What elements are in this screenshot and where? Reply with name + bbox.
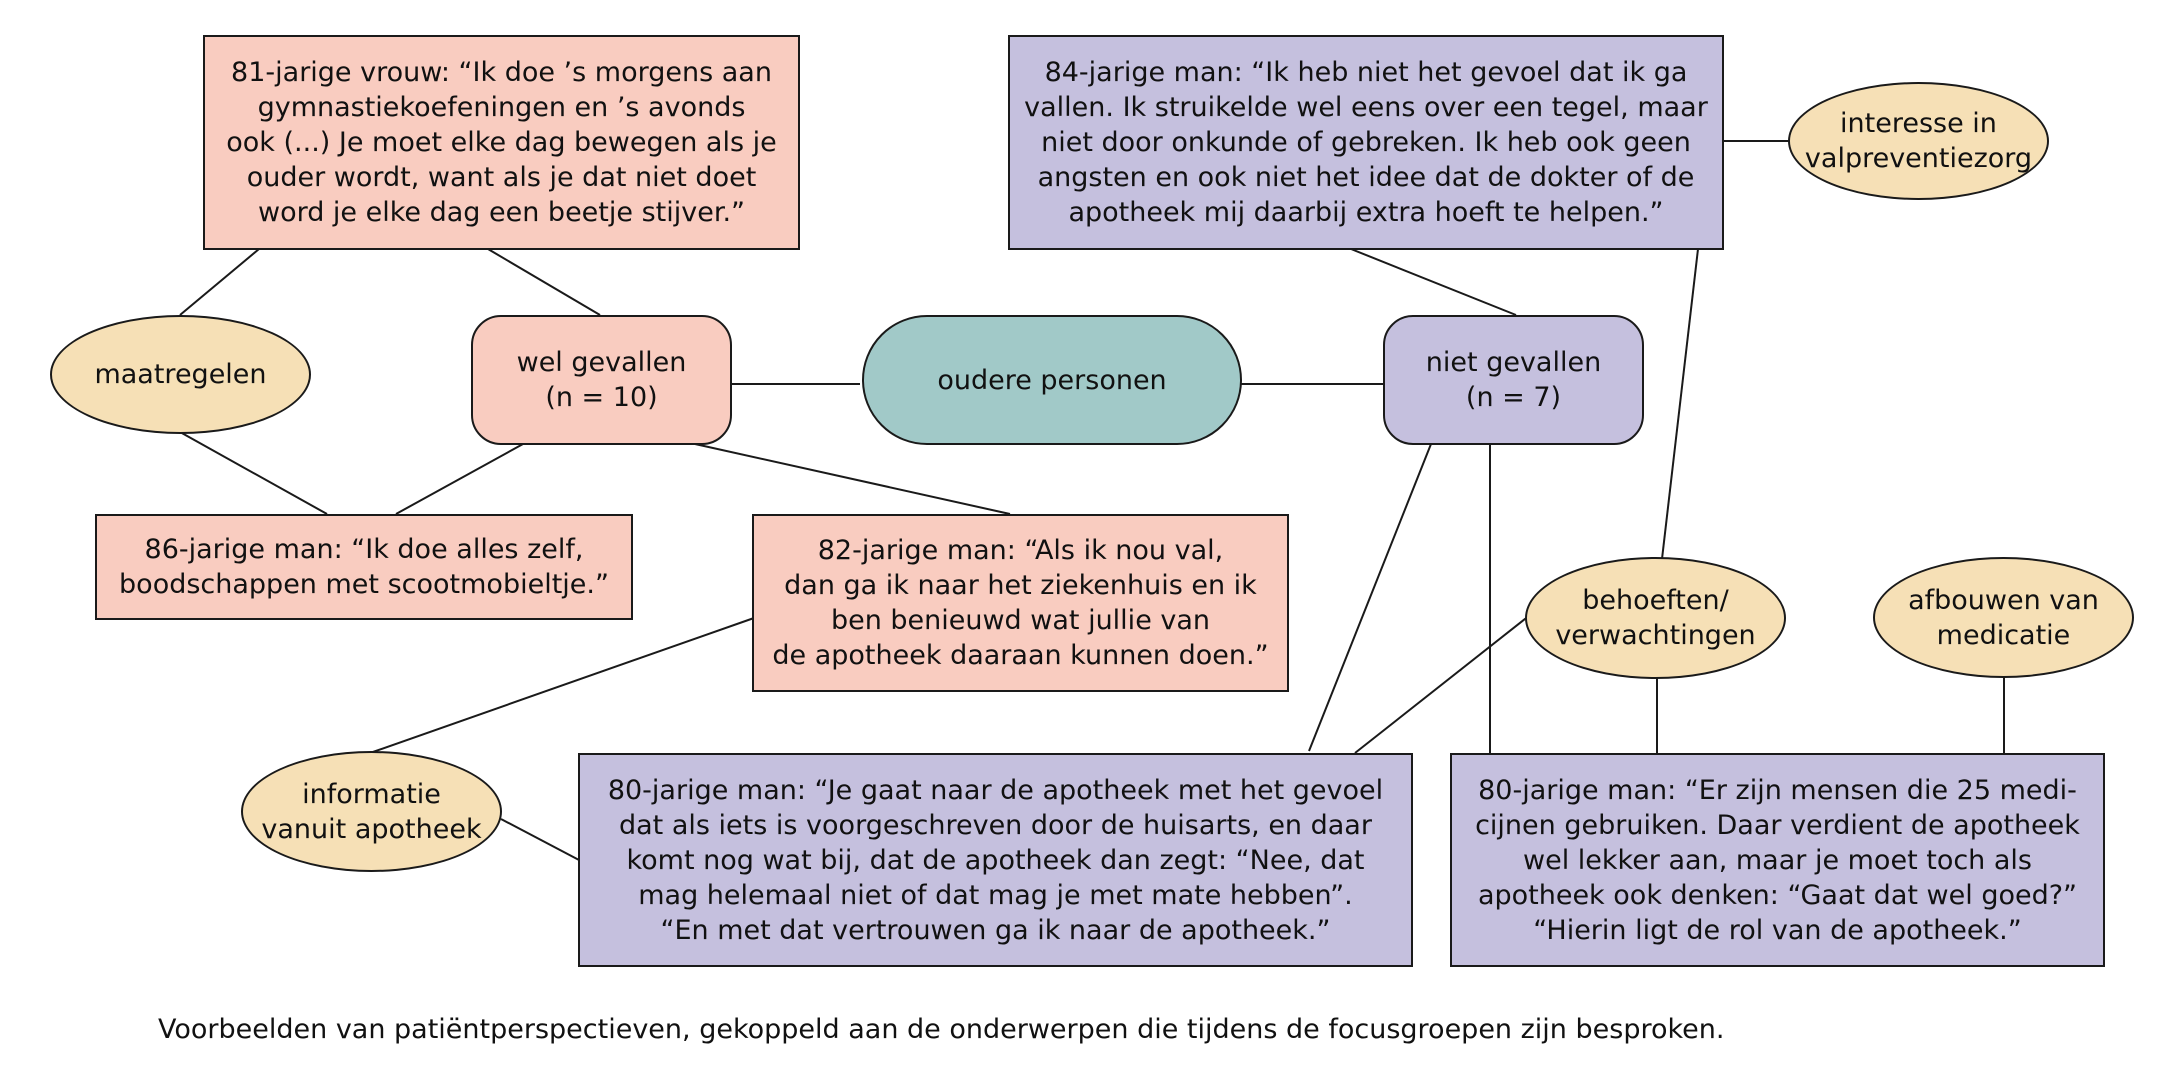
link-quote84-needs <box>1662 249 1698 559</box>
quote-box-84-man <box>1008 35 1724 250</box>
center-node-older-persons <box>862 315 1242 445</box>
group-node-fallen-label: wel gevallen (n = 10) <box>516 347 687 413</box>
link-quote81-fallen <box>488 249 600 315</box>
link-fallen-quote82 <box>695 444 1010 514</box>
quote-86-man-text: 86-jarige man: “Ik doe alles zelf, boodschappen met scootmobieltje.” <box>119 534 609 600</box>
quote-80-man-a-text: 80-jarige man: “Je gaat naar de apotheek met het gevoel dat als iets is voorgeschreven door de huisarts, en daar komt nog wat bij, dat de apotheek dan zegt: “Nee, dat mag helemaal niet of dat mag je met mate hebben”. “En met dat vertrouwen ga ik naar de apotheek.” <box>607 774 1384 946</box>
topic-ellipse-deprescribing <box>1873 557 2134 678</box>
link-not-fallen-quote80a <box>1309 444 1431 751</box>
topic-deprescribing-label: afbouwen van medicatie <box>1908 584 2099 651</box>
topic-ellipse-interest <box>1788 82 2049 200</box>
quote-box-82-man <box>752 514 1289 692</box>
link-information-quote80a <box>501 819 579 860</box>
quote-80-man-b-text: 80-jarige man: “Er zijn mensen die 25 medi- cijnen gebruiken. Daar verdient de apotheek wel lekker aan, maar je moet toch als apotheek ook denken: “Gaat dat wel goed?” “Hierin ligt de rol van de apotheek.” <box>1475 774 2080 946</box>
quote-box-86-man <box>95 514 633 620</box>
link-quote84-not-fallen <box>1351 249 1516 315</box>
topic-ellipse-needs <box>1525 557 1786 679</box>
topic-interest-label: interesse in valpreventiezorg <box>1804 108 2033 174</box>
quote-box-81-woman <box>203 35 800 250</box>
topic-ellipse-information <box>241 751 502 872</box>
topic-ellipse-measures <box>50 315 311 434</box>
link-fallen-quote86 <box>396 444 523 514</box>
center-node-label: oudere personen <box>937 364 1167 396</box>
group-node-not-fallen-label: niet gevallen (n = 7) <box>1425 347 1602 413</box>
link-quote82-information <box>370 618 754 753</box>
quote-81-woman-text: 81-jarige vrouw: “Ik doe ’s morgens aan gymnastiekoefeningen en ’s avonds ook (...) Je moet elke dag bewegen als je ouder wordt, want als je dat niet doet word je elke dag een beetje stijver.” <box>226 57 777 228</box>
quote-82-man-text: 82-jarige man: “Als ik nou val, dan ga ik naar het ziekenhuis en ik ben benieuwd wat jullie van de apotheek daaraan kunnen doen.” <box>772 535 1269 671</box>
topic-needs-label: behoeften/ verwachtingen <box>1555 585 1756 651</box>
topic-measures-label: maatregelen <box>94 359 267 390</box>
link-measures-quote86 <box>180 432 327 514</box>
link-needs-quote80a <box>1355 615 1530 753</box>
group-node-fallen <box>471 315 732 445</box>
link-quote81-measures <box>180 249 259 315</box>
figure-caption: Voorbeelden van patiëntperspectieven, gekoppeld aan de onderwerpen die tijdens de focusgroepen zijn besproken. <box>158 1014 1725 1045</box>
quote-box-80-man-a <box>578 753 1413 967</box>
topic-information-label: informatie vanuit apotheek <box>261 778 482 845</box>
quote-84-man-text: 84-jarige man: “Ik heb niet het gevoel dat ik ga vallen. Ik struikelde wel eens over een tegel, maar niet door onkunde of gebreken. Ik heb ook geen angsten en ook niet het idee dat de dokter of de apotheek mij daarbij extra hoeft te helpen.” <box>1024 57 1708 228</box>
group-node-not-fallen <box>1383 315 1644 445</box>
quote-box-80-man-b <box>1450 753 2105 967</box>
